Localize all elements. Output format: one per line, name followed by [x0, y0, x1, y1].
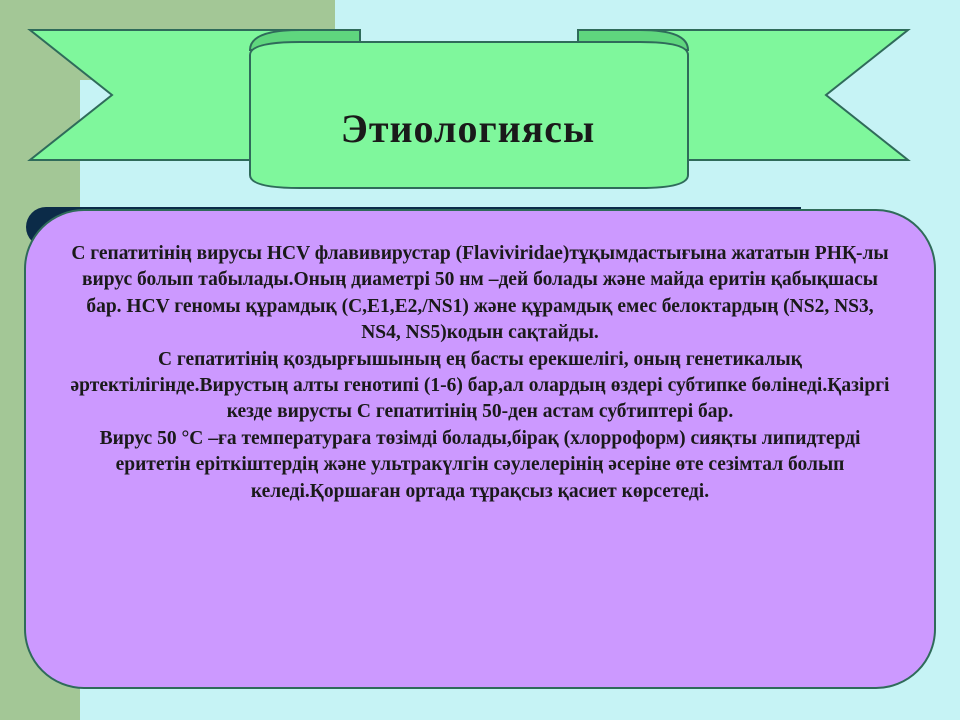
- slide-title: Этиологиясы: [340, 105, 596, 151]
- paragraph-virus-description: С гепатитінің вирусы HCV флавивирустар (Flaviviridae)тұқымдастығына жататын РНҚ-лы вирус болып табылады.Оның диаметрі 50 нм –дей болады және майда еритін қабықшасы бар. HCV геномы құрамдық (C,E1,E2,/NS1) және құрамдық емес белоктардың (NS2, NS3, NS4, NS5)кодын сақтайды.: [71, 243, 889, 344]
- paragraph-genotype: С гепатитінің қоздырғышының ең басты ерекшелігі, оның генетикалық әртектілігінде.Вирустың алты генотипі (1-6) бар,ал олардың өздері субтипке бөлінеді.Қазіргі кезде вирусты С гепатитінің 50-ден астам субтиптері бар.: [70, 348, 890, 423]
- content-box: [24, 209, 936, 689]
- paragraph-stability: Вирус 50 °С –ға температураға төзімді болады,бірақ (хлорроформ) сияқты липидтерді еритетін еріткіштердің және ультракүлгін сәулелерінің әсеріне өте сезімтал болып келеді.Қоршаған ортада тұрақсыз қасиет көрсетеді.: [99, 427, 861, 502]
